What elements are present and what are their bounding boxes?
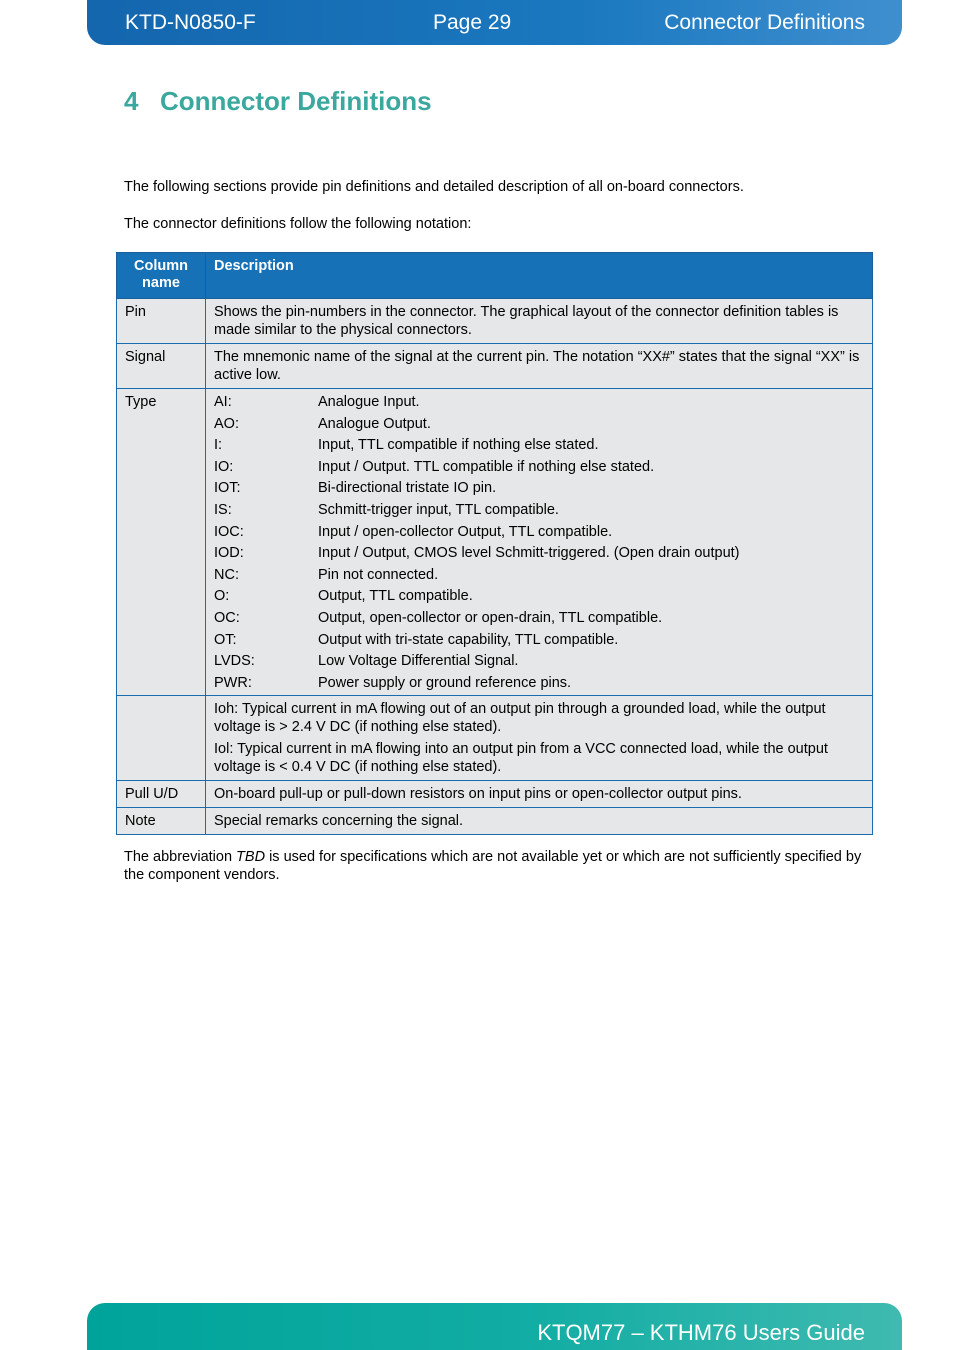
type-item xyxy=(214,457,864,479)
type-code: LVDS: xyxy=(214,653,255,670)
type-item xyxy=(214,414,864,436)
type-item xyxy=(214,435,864,457)
type-code: AO: xyxy=(214,415,239,432)
type-code: IS: xyxy=(214,501,232,518)
doc-id: KTD-N0850-F xyxy=(125,11,256,34)
type-text: Input / Output. TTL compatible if nothing else stated. xyxy=(318,458,655,475)
type-item xyxy=(214,522,864,544)
type-item xyxy=(214,630,864,652)
table-row-pin xyxy=(117,299,873,344)
tbd-paragraph xyxy=(124,848,864,884)
section-title: Connector Definitions xyxy=(160,86,432,116)
row-description: Special remarks concerning the signal. xyxy=(206,808,873,835)
type-item xyxy=(214,651,864,673)
type-text: Schmitt-trigger input, TTL compatible. xyxy=(318,501,559,518)
type-list xyxy=(206,389,873,696)
type-item xyxy=(214,543,864,565)
type-item xyxy=(214,608,864,630)
type-code: OT: xyxy=(214,631,237,648)
header-section-title: Connector Definitions xyxy=(664,11,865,34)
row-name: Signal xyxy=(117,344,206,389)
section-heading xyxy=(124,86,432,117)
type-text: Input, TTL compatible if nothing else stated. xyxy=(318,437,599,454)
ioh-line: Ioh: Typical current in mA flowing out of an output pin through a grounded load, while the output voltage is > 2.4 V DC (if nothing else stated). xyxy=(214,701,826,736)
type-code: OC: xyxy=(214,609,240,626)
type-item xyxy=(214,586,864,608)
type-code: O: xyxy=(214,588,230,605)
column-header-description: Description xyxy=(206,253,873,299)
page-header xyxy=(87,0,902,45)
section-number: 4 xyxy=(124,86,139,116)
row-name: Note xyxy=(117,808,206,835)
type-text: Output, TTL compatible. xyxy=(318,588,473,605)
type-item xyxy=(214,478,864,500)
tbd-text-after: is used for specifications which are not available yet or which are not sufficiently specified by the component vendors. xyxy=(124,849,862,883)
table-row-ioh-iol xyxy=(117,696,873,781)
column-header-name: Column name xyxy=(117,253,206,299)
type-text: Output with tri-state capability, TTL compatible. xyxy=(318,631,619,648)
type-text: Power supply or ground reference pins. xyxy=(318,674,572,691)
type-item xyxy=(214,392,864,414)
notation-table xyxy=(116,252,873,835)
row-description: Shows the pin-numbers in the connector. The graphical layout of the connector definition tables is made similar to the physical connectors. xyxy=(206,299,873,344)
row-name xyxy=(117,696,206,781)
type-item xyxy=(214,500,864,522)
row-description: On-board pull-up or pull-down resistors on input pins or open-collector output pins. xyxy=(206,781,873,808)
type-text: Analogue Input. xyxy=(318,394,420,410)
type-text: Output, open-collector or open-drain, TTL compatible. xyxy=(318,609,663,626)
table-row-signal xyxy=(117,344,873,389)
tbd-text-before: The abbreviation xyxy=(124,849,237,865)
type-item xyxy=(214,565,864,587)
table-row-note xyxy=(117,808,873,835)
tbd-term: TBD xyxy=(236,849,266,865)
type-code: IOC: xyxy=(214,523,244,540)
type-text: Low Voltage Differential Signal. xyxy=(318,653,519,670)
type-text: Input / open-collector Output, TTL compatible. xyxy=(318,523,613,540)
table-row-pull xyxy=(117,781,873,808)
iol-line: Iol: Typical current in mA flowing into an output pin from a VCC connected load, while the output voltage is < 0.4 V DC (if nothing else stated). xyxy=(214,741,828,776)
type-code: NC: xyxy=(214,566,239,583)
type-code: IOT: xyxy=(214,480,241,497)
row-name: Pull U/D xyxy=(117,781,206,808)
type-code: IO: xyxy=(214,458,234,475)
type-text: Bi-directional tristate IO pin. xyxy=(318,480,497,497)
type-item xyxy=(214,673,864,695)
row-description: The mnemonic name of the signal at the current pin. The notation “XX#” states that the signal “XX” is active low. xyxy=(206,344,873,389)
type-code: IOD: xyxy=(214,545,244,562)
intro-paragraph-1: The following sections provide pin definitions and detailed description of all on-board connectors. xyxy=(124,179,744,195)
type-code: PWR: xyxy=(214,674,252,691)
intro-paragraph-2: The connector definitions follow the following notation: xyxy=(124,216,472,232)
row-name: Type xyxy=(117,389,206,696)
type-code: AI: xyxy=(214,394,232,410)
type-text: Analogue Output. xyxy=(318,415,431,432)
row-name: Pin xyxy=(117,299,206,344)
page-number: Page 29 xyxy=(433,11,512,34)
type-text: Pin not connected. xyxy=(318,566,439,583)
page-footer xyxy=(87,1303,902,1350)
table-row-type xyxy=(117,389,873,696)
type-text: Input / Output, CMOS level Schmitt-triggered. (Open drain output) xyxy=(318,545,740,562)
type-code: I: xyxy=(214,437,223,454)
footer-title: KTQM77 – KTHM76 Users Guide xyxy=(537,1320,865,1345)
row-description xyxy=(206,696,873,781)
table-header-row xyxy=(117,253,873,299)
